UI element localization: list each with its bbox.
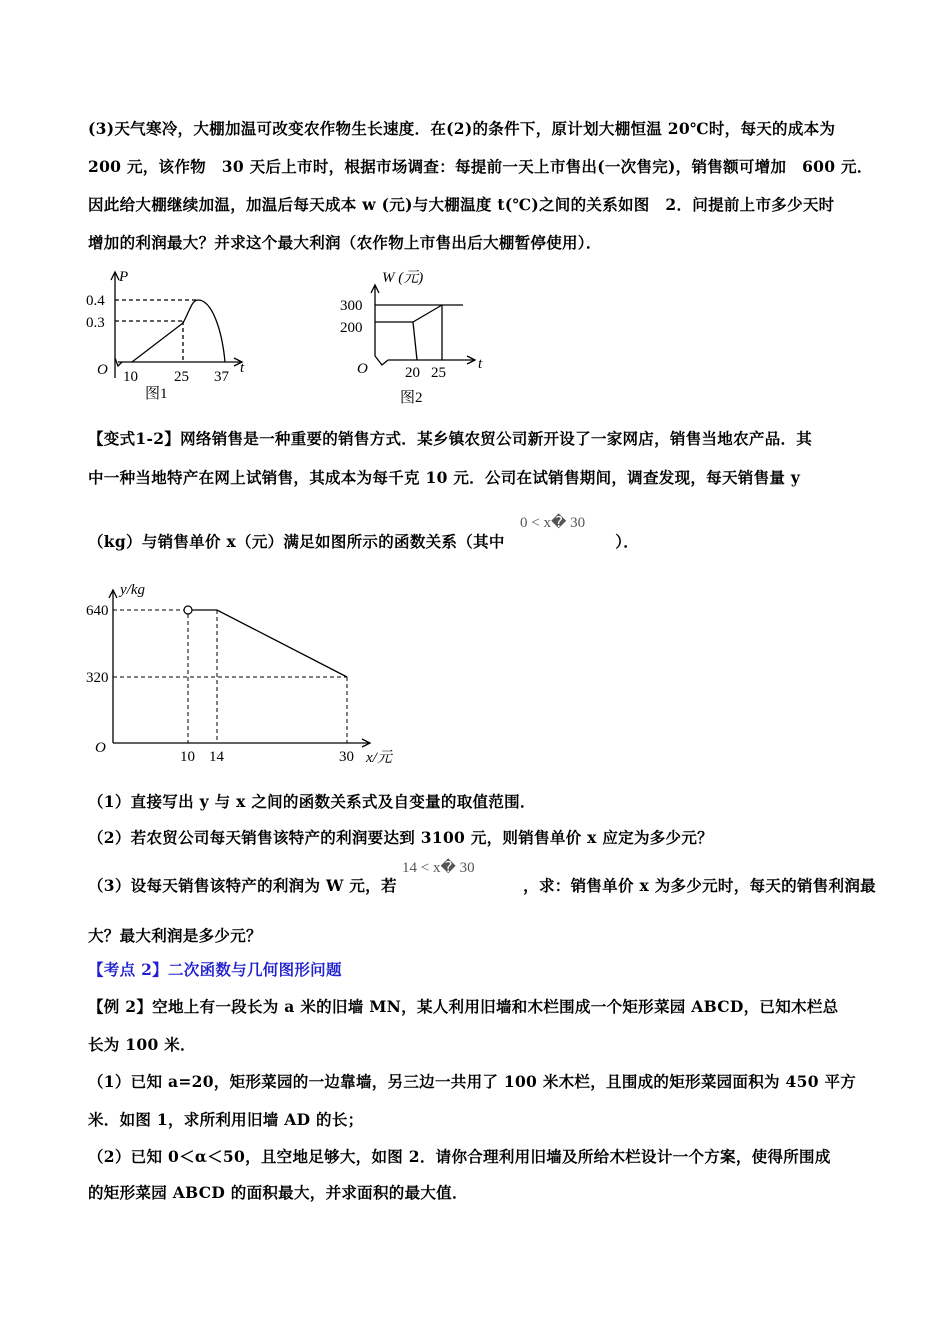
variant-text: 网络销售是一种重要的销售方式．某乡镇农贸公司新开设了一家网店，销售当地农产品．其 [180, 429, 813, 448]
fig1-caption: 图1 [145, 386, 168, 402]
variant-tag: 【变式1-2】 [88, 429, 181, 448]
example2-line-5: （2）已知 0＜α＜50，且空地足够大，如图 2．请你合理利用旧墙及所给木栏设计一个方案，使得所围成 [88, 1147, 831, 1166]
fig2-y-tick: 300 [340, 298, 363, 314]
fig2-caption: 图2 [400, 390, 423, 406]
example2-line-2: 长为 100 米． [88, 1035, 196, 1054]
question-2: （2）若农贸公司每天销售该特产的利润要达到 3100 元，则销售单价 x 应定为多少元？ [88, 828, 713, 847]
chart-y-label: y/kg [120, 582, 145, 598]
fig1-x-tick: 37 [214, 369, 229, 385]
question-3-cont: 大？最大利润是多少元？ [88, 926, 262, 945]
question-1: （1）直接写出 y 与 x 之间的函数关系式及自变量的取值范围． [88, 792, 536, 811]
fig2-line-200 [375, 305, 442, 322]
chart-guides [113, 610, 347, 743]
fig1-y-tick: 0.3 [86, 315, 105, 331]
fig2-origin: O [357, 361, 368, 377]
part3-line-1: (3)天气寒冷，大棚加温可改变农作物生长速度．在(2)的条件下，原计划大棚恒温 20℃时，每天的成本为 [88, 119, 836, 138]
fig1-guides [115, 300, 198, 362]
example2-line-3: （1）已知 a=20，矩形菜园的一边靠墙，另三边一共用了 100 米木栏，且围成的矩形菜园面积为 450 平方 [88, 1072, 857, 1091]
chart-x-tick: 14 [209, 749, 224, 765]
chart-x-label: x/元 [366, 750, 392, 766]
example2-line-1: 【例 2】空地上有一段长为 a 米的旧墙 MN，某人利用旧墙和木栏围成一个矩形菜园 ABCD，已知木栏总 [88, 997, 839, 1016]
formula-range-2: 14 < x� 30 [402, 860, 475, 876]
formula-range-1: 0 < x� 30 [520, 515, 586, 531]
chart-y-tick: 320 [86, 670, 109, 686]
fig2-axis-break [375, 356, 388, 365]
variant-line-3: （kg）与销售单价 x（元）满足如图所示的函数关系（其中 ）． [88, 532, 640, 551]
fig1-x-label: t [240, 360, 245, 376]
variant-line-1 [88, 427, 812, 449]
example2-line-6: 的矩形菜园 ABCD 的面积最大，并求面积的最大值． [88, 1183, 468, 1202]
example2-line-4: 米．如图 1，求所利用旧墙 AD 的长； [88, 1110, 364, 1129]
fig1-x-tick: 10 [123, 369, 138, 385]
variant-line-2: 中一种当地特产在网上试销售，其成本为每千克 10 元．公司在试销售期间，调查发现，每天销售量 y [88, 468, 801, 487]
question-3: （3）设每天销售该特产的利润为 W 元，若 ，求：销售单价 x 为多少元时，每天的销售利润最 [88, 876, 876, 895]
fig2-y-label: W (元) [382, 270, 424, 286]
part3-line-4: 增加的利润最大？并求这个最大利润（农作物上市售出后大棚暂停使用）． [88, 233, 602, 252]
fig1-origin: O [97, 362, 108, 378]
fig2-x-tick: 20 [405, 365, 420, 381]
fig1-y-label: P [119, 269, 129, 285]
fig2-y-tick: 200 [340, 320, 363, 336]
fig1-x-tick: 25 [174, 369, 189, 385]
part3-line-2: 200 元，该作物 30 天后上市时，根据市场调查：每提前一天上市售出(一次售完)，销售额可增加 600 元． [88, 157, 873, 176]
chart-series-line [192, 610, 347, 677]
part3-line-3: 因此给大棚继续加温，加温后每天成本 w (元)与大棚温度 t(℃)之间的关系如图 2．问提前上市多少天时 [88, 195, 835, 214]
fig1-curve [132, 300, 225, 362]
chart-open-point [184, 606, 192, 614]
fig2-x-label: t [478, 356, 483, 372]
chart-origin: O [95, 740, 106, 756]
fig1-y-tick: 0.4 [86, 293, 105, 309]
fig2-vline-20 [413, 322, 417, 360]
fig2-x-tick: 25 [431, 365, 446, 381]
chart-x-tick: 30 [339, 749, 354, 765]
chart-y-tick: 640 [86, 603, 109, 619]
section-heading: 【考点 2】二次函数与几何图形问题 [88, 960, 342, 979]
chart-x-tick: 10 [180, 749, 195, 765]
